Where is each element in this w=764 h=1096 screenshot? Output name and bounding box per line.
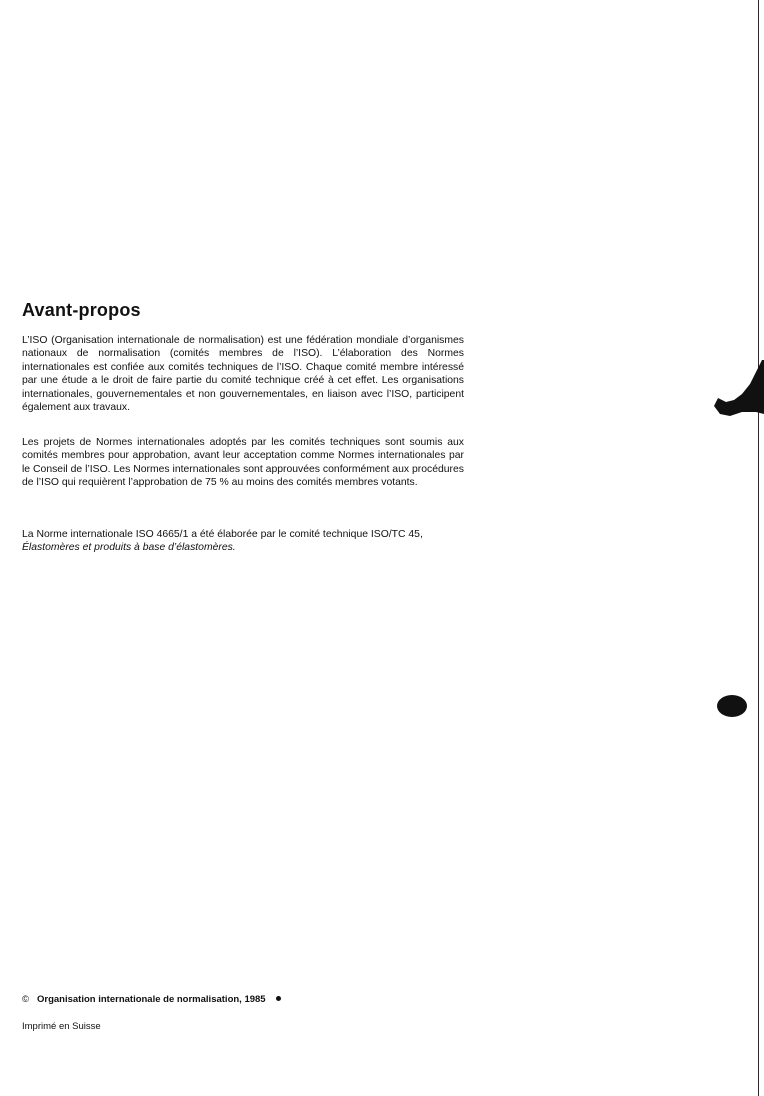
scan-ink-blot-icon: [712, 358, 764, 422]
printed-in-line: Imprimé en Suisse: [22, 1021, 101, 1032]
page-edge-line: [758, 0, 759, 1096]
committee-statement: La Norme internationale ISO 4665/1 a été élaborée par le comité technique ISO/TC 45,: [22, 529, 423, 540]
bullet-dot-icon: [276, 996, 281, 1001]
foreword-paragraph-2: Les projets de Normes internationales adoptés par les comités techniques sont soumis aux comités membres pour approbation, avant leur acceptation comme Normes internationales par le Conseil de l’ISO. Les Normes internationales sont approuvées conformément aux procédures de l’ISO qui requièrent l’approbation de 75 % au moins des comités membres votants.: [22, 437, 464, 489]
scan-punch-hole-icon: [716, 694, 748, 718]
foreword-paragraph-1: L’ISO (Organisation internationale de normalisation) est une fédération mondiale d’organismes nationaux de normalisation (comités membres de l’ISO). L’élaboration des Normes internationales est confiée aux comités techniques de l’ISO. Chaque comité membre intéressé par une étude a le droit de faire partie du comité technique créé à cet effet. Les organisations internationales, gouvernementales et non gouvernementales, en liaison avec l’ISO, participent également aux travaux.: [22, 335, 464, 414]
committee-title: Élastomères et produits à base d’élastomères.: [22, 542, 236, 554]
copyright-symbol: ©: [22, 994, 29, 1005]
copyright-line: [22, 994, 281, 1005]
foreword-paragraph-3: [22, 528, 464, 555]
section-heading: Avant-propos: [22, 300, 141, 320]
copyright-organisation: Organisation internationale de normalisation, 1985: [37, 994, 266, 1005]
